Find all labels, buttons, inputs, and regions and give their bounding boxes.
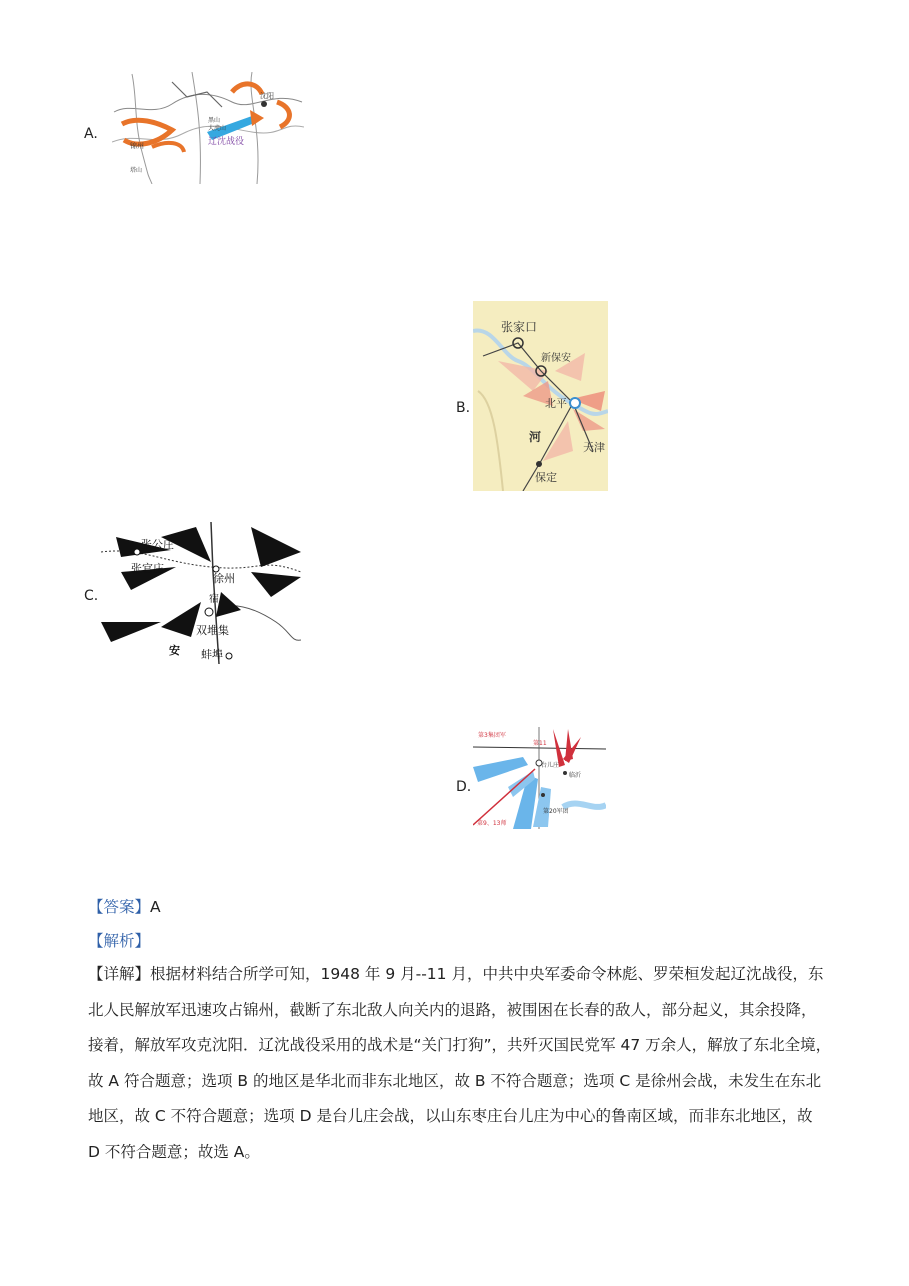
map-b-label-he: 河 <box>529 430 542 444</box>
map-a-label-campaign: 辽沈战役 <box>208 137 245 147</box>
detail-label: 【详解】 <box>88 965 151 983</box>
answer-bracket-label: 【答案】 <box>88 898 151 916</box>
option-d-map <box>473 727 606 829</box>
map-c-label-shuangduiji: 双堆集 <box>196 624 229 637</box>
map-d-label-linyi: 临沂 <box>569 772 582 779</box>
map-c-label-su: 宿 <box>209 594 219 605</box>
map-a-label-heishan: 黑山 <box>208 117 221 124</box>
map-c-label-zhangguanzhuang: 张官庄 <box>131 562 164 575</box>
analysis-line: 接着，解放军攻克沈阳．辽沈战役采用的战术是“关门打狗”，共歼灭国民党军 47 万余人，解放了东北全境， <box>88 1036 832 1054</box>
map-c-label-an: 安 <box>169 644 180 657</box>
answer-section <box>88 895 833 1170</box>
map-c-label-zhanggongzhuang: 张公庄 <box>141 538 174 551</box>
analysis-bracket-label: 【解析】 <box>88 932 151 950</box>
answer-line <box>88 895 833 919</box>
analysis-line: D 不符合题意；故选 A。 <box>88 1142 260 1161</box>
map-c-label-xuzhou: 徐州 <box>213 572 235 585</box>
analysis-body <box>88 957 833 1170</box>
option-c-label: C. <box>84 588 99 604</box>
map-d-label-11: 第11 <box>533 740 547 747</box>
analysis-heading <box>88 929 833 953</box>
map-a-label-shenyang: 沈阳 <box>260 92 274 100</box>
map-a-label-tashan: 塔山 <box>130 167 143 174</box>
map-a-label-jinzhou: 锦州 <box>130 142 144 150</box>
map-c-label-bengbu: 蚌埠 <box>201 648 223 661</box>
option-a-map <box>112 72 304 184</box>
map-d-label-corps20: 第20军团 <box>543 808 569 815</box>
map-b-label-xinbaoan: 新保安 <box>541 353 571 364</box>
option-c-map <box>101 522 301 664</box>
analysis-line: 北人民解放军迅速攻占锦州，截断了东北敌人向关内的退路，被围困在长春的敌人，部分起义，其余投降， <box>88 1000 817 1019</box>
map-b-label-baoding: 保定 <box>535 471 557 484</box>
map-b-label-tianjin: 天津 <box>583 441 605 454</box>
option-a-label: A. <box>84 126 98 142</box>
map-b-label-beiping: 北平 <box>545 397 567 410</box>
option-b-label: B. <box>456 400 471 416</box>
analysis-line: 地区，故 C 不符合题意；选项 D 是台儿庄会战，以山东枣庄台儿庄为中心的鲁南区域，而非东北地区，故 <box>88 1107 813 1125</box>
option-b-map <box>473 301 608 491</box>
option-d-label: D. <box>456 779 472 795</box>
map-b-label-zhangjiakou: 张家口 <box>501 320 538 334</box>
map-d-label-taierzhuang: 台儿庄 <box>541 762 560 769</box>
answer-value: A <box>150 898 161 916</box>
analysis-line: 【详解】根据材料结合所学可知，1948 年 9 月--11 月，中共中央军委命令林彪、罗荣桓发起辽沈战役，东 <box>88 965 824 983</box>
analysis-line: 故 A 符合题意；选项 B 的地区是华北而非东北地区，故 B 不符合题意；选项 C 是徐州会战，未发生在东北 <box>88 1071 822 1090</box>
map-a-label-dahushan: 大虎山 <box>208 125 227 132</box>
map-d-label-div913: 第9、13师 <box>477 820 507 827</box>
map-d-label-group3: 第3集团军 <box>478 732 506 739</box>
